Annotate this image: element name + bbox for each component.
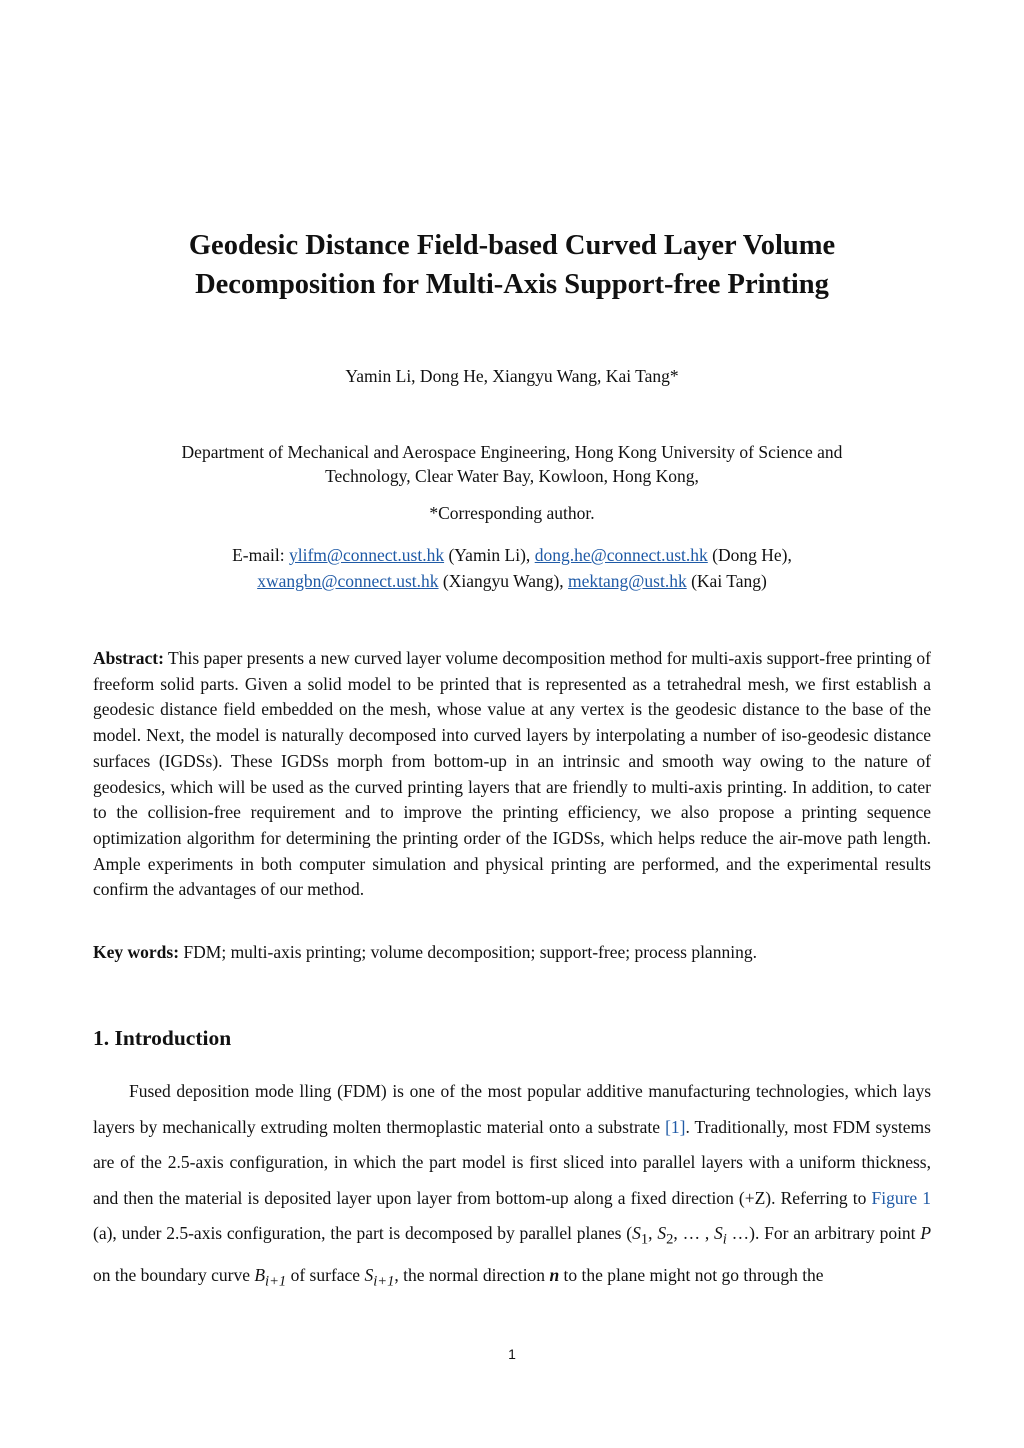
symbol-p: P xyxy=(920,1223,932,1244)
body-text: on the boundary curve xyxy=(93,1265,255,1286)
ellipsis: … xyxy=(726,1223,750,1244)
subscript-index: i xyxy=(722,1231,727,1248)
corresponding-author-note: *Corresponding author. xyxy=(429,503,595,523)
separator: , xyxy=(673,1223,683,1244)
paper-title xyxy=(60,226,964,304)
subscript xyxy=(265,1274,286,1290)
citation-link[interactable]: [1] xyxy=(665,1116,686,1137)
email-prefix: E-mail: xyxy=(232,545,289,565)
email-owner: (Kai Tang) xyxy=(686,571,767,591)
keywords xyxy=(93,940,931,965)
email-block xyxy=(80,542,944,594)
abstract-text: This paper presents a new curved layer volume decomposition method for multi-axis support-free printing of freeform solid parts. Given a solid model to be printed that is represented as a tetrahedral mesh, we first establish a geodesic distance field embedded on the mesh, whose value at any vertex is the geodesic distance to the base of the model. Next, the model is naturally decomposed into curved layers by interpolating a number of iso-geodesic distance surfaces (IGDSs). These IGDSs morph from bottom-up in an intrinsic and smooth way owing to the nature of geodesics, which will be used as the curved printing layers that are friendly to multi-axis printing. In addition, to cater to the collision-free requirement and to improve the printing efficiency, we also propose a printing sequence optimization algorithm for determining the printing order of the IGDSs, which helps reduce the air-move path length. Ample experiments in both computer simulation and physical printing are performed, and the experimental results confirm the advantages of our method. xyxy=(93,648,931,900)
abstract xyxy=(93,646,931,903)
email-link-xiangyu-wang[interactable]: xwangbn@connect.ust.hk xyxy=(257,571,439,591)
email-link-dong-he[interactable]: dong.he@connect.ust.hk xyxy=(534,545,708,565)
body-text: to the plane might not go through the xyxy=(559,1265,824,1286)
figure-reference-link[interactable]: Figure 1 xyxy=(871,1187,932,1208)
email-line-2 xyxy=(80,568,944,594)
separator: , xyxy=(648,1223,658,1244)
affiliation-line-2: Technology, Clear Water Bay, Kowloon, Hong Kong, xyxy=(325,466,699,486)
abstract-label: Abstract: xyxy=(93,648,164,668)
email-owner: (Xiangyu Wang), xyxy=(438,571,569,591)
body-text: (a), under 2.5-axis configuration, the part is decomposed by parallel planes ( xyxy=(93,1223,633,1244)
subscript-index: i+1 xyxy=(373,1273,395,1290)
subscript: 1 xyxy=(640,1231,649,1248)
subscript-index: i+1 xyxy=(265,1273,287,1290)
email-line-1 xyxy=(80,542,944,568)
body-text: . Traditionally, most FDM systems are of the 2.5-axis configuration, in which the part model is first sliced into parallel layers with a uniform thickness, and then the material is deposited layer upon layer from bottom-up along a fixed direction (+Z). Referring to xyxy=(93,1116,931,1208)
affiliation xyxy=(100,440,924,488)
body-text: of surface xyxy=(286,1265,365,1286)
symbol-b: B xyxy=(254,1265,266,1286)
title-line-2: Decomposition for Multi-Axis Support-free Printing xyxy=(195,269,829,300)
body-text: ). For an arbitrary point xyxy=(749,1223,921,1244)
affiliation-line-1: Department of Mechanical and Aerospace Engineering, Hong Kong University of Science and xyxy=(181,442,843,462)
symbol-n: n xyxy=(549,1265,560,1286)
email-owner: (Dong He), xyxy=(707,545,792,565)
subscript xyxy=(373,1274,394,1290)
separator: , xyxy=(704,1223,715,1244)
symbol-s: S xyxy=(714,1223,723,1244)
body-text: Fused deposition mode lling (FDM) is one of the most popular additive manufacturing technologies, which lays layers by mechanically extruding molten thermoplastic material onto a substrate xyxy=(93,1081,931,1137)
page-number: 1 xyxy=(508,1346,516,1362)
subscript: 2 xyxy=(666,1231,674,1248)
symbol-s: S xyxy=(364,1265,374,1286)
symbol-s: S xyxy=(632,1223,641,1244)
keywords-text: FDM; multi-axis printing; volume decomposition; support-free; process planning. xyxy=(179,942,757,962)
keywords-label: Key words: xyxy=(93,942,180,962)
title-line-1: Geodesic Distance Field-based Curved Layer Volume xyxy=(188,230,836,261)
email-owner: (Yamin Li), xyxy=(444,545,535,565)
section-heading-introduction: 1. Introduction xyxy=(93,1026,232,1050)
symbol-s: S xyxy=(657,1223,667,1244)
introduction-paragraph xyxy=(93,1074,931,1301)
body-text: , the normal direction xyxy=(394,1265,550,1286)
email-link-kai-tang[interactable]: mektang@ust.hk xyxy=(568,571,687,591)
author-list: Yamin Li, Dong He, Xiangyu Wang, Kai Tang* xyxy=(345,366,679,386)
ellipsis: … xyxy=(682,1223,705,1244)
email-link-yamin-li[interactable]: ylifm@connect.ust.hk xyxy=(288,545,445,565)
